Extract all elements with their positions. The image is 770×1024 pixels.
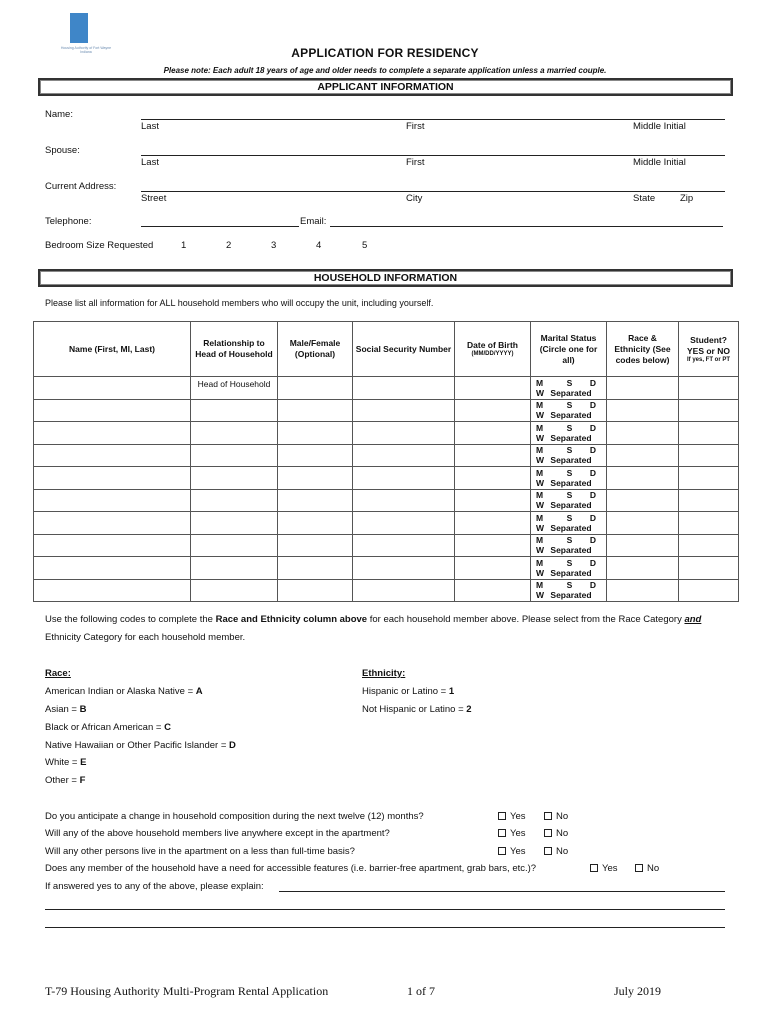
marital-row-2 <box>536 500 606 510</box>
marital-option-m[interactable]: M <box>536 512 544 523</box>
ethnicity-label: Hispanic or Latino = <box>362 686 449 697</box>
ssn-cell[interactable] <box>353 467 455 490</box>
marital-option-d[interactable]: D <box>589 557 596 568</box>
student-cell[interactable] <box>679 579 739 602</box>
address-field[interactable] <box>141 191 725 192</box>
member-name-cell[interactable] <box>34 557 191 580</box>
marital-option-s[interactable]: S <box>566 400 573 411</box>
marital-option-d[interactable]: D <box>589 400 596 411</box>
first-caption: First <box>406 121 425 132</box>
dob-cell[interactable] <box>455 377 531 400</box>
race-letter: E <box>80 757 87 768</box>
yes-label: Yes <box>602 863 618 874</box>
member-name-cell[interactable] <box>34 489 191 512</box>
marital-status-cell[interactable] <box>531 399 607 422</box>
marital-option-m[interactable]: M <box>536 557 544 568</box>
marital-option-separated[interactable]: Separated <box>550 500 592 511</box>
marital-option-separated[interactable]: Separated <box>550 590 592 601</box>
bedroom-option[interactable]: 3 <box>271 240 277 251</box>
checkbox-icon <box>544 812 552 820</box>
footer-form-name: T-79 Housing Authority Multi-Program Rental Application <box>45 984 329 998</box>
student-cell[interactable] <box>679 444 739 467</box>
marital-option-s[interactable]: S <box>566 445 573 456</box>
marital-option-w[interactable]: W <box>536 432 545 443</box>
marital-option-s[interactable]: S <box>566 557 573 568</box>
name-field[interactable] <box>141 119 725 120</box>
ethnicity-label: Not Hispanic or Latino = <box>362 704 467 715</box>
table-row <box>34 534 739 557</box>
marital-option-s[interactable]: S <box>566 580 573 591</box>
spouse-middle-caption: Middle Initial <box>633 157 686 168</box>
ethnicity-code <box>362 686 454 697</box>
no-label: No <box>556 828 569 839</box>
marital-option-m[interactable]: M <box>536 400 544 411</box>
marital-option-m[interactable]: M <box>536 490 544 501</box>
bedroom-option[interactable]: 5 <box>362 240 368 251</box>
marital-row-1 <box>536 423 606 433</box>
student-note: If yes, FT or PT <box>686 356 730 363</box>
household-section-heading: HOUSEHOLD INFORMATION <box>38 269 733 287</box>
table-row <box>34 579 739 602</box>
col-race-header: Race & Ethnicity (See codes below) <box>607 322 679 377</box>
marital-status-cell[interactable] <box>531 422 607 445</box>
ethnicity-heading: Ethnicity: <box>362 668 406 679</box>
student-cell[interactable] <box>679 557 739 580</box>
race-ethnicity-cell[interactable] <box>607 467 679 490</box>
col-dob-header <box>455 322 531 377</box>
race-code <box>45 686 203 697</box>
no-checkbox[interactable] <box>544 811 568 822</box>
marital-option-s[interactable]: S <box>566 377 573 388</box>
yes-checkbox[interactable] <box>498 846 526 857</box>
marital-option-m[interactable]: M <box>536 580 544 591</box>
race-letter: A <box>195 686 203 697</box>
member-name-cell[interactable] <box>34 444 191 467</box>
logo <box>70 13 88 43</box>
col-marital-header: Marital Status (Circle one for all) <box>531 322 607 377</box>
marital-option-d[interactable]: D <box>589 580 596 591</box>
student-cell[interactable] <box>679 467 739 490</box>
ssn-cell[interactable] <box>353 579 455 602</box>
relationship-cell[interactable] <box>191 512 278 535</box>
bedroom-option[interactable]: 2 <box>226 240 232 251</box>
marital-option-separated[interactable]: Separated <box>550 567 592 578</box>
footer-date: July 2019 <box>614 984 662 998</box>
dob-cell[interactable] <box>455 444 531 467</box>
spouse-label: Spouse: <box>45 145 80 156</box>
spouse-field[interactable] <box>141 155 725 156</box>
marital-row-1 <box>536 490 606 500</box>
bedroom-size-label: Bedroom Size Requested <box>45 240 154 251</box>
checkbox-icon <box>498 847 506 855</box>
col-ssn-header: Social Security Number <box>353 322 455 377</box>
no-checkbox[interactable] <box>635 863 659 874</box>
bedroom-option[interactable]: 4 <box>316 240 322 251</box>
sex-cell[interactable] <box>278 399 353 422</box>
race-ethnicity-cell[interactable] <box>607 399 679 422</box>
bedroom-option[interactable]: 1 <box>181 240 187 251</box>
race-label: Black or African American = <box>45 722 165 733</box>
question-live-elsewhere: Will any of the above household members live anywhere except in the apartment? <box>45 828 390 839</box>
explain-field-line[interactable] <box>45 927 725 928</box>
race-letter: D <box>229 740 236 751</box>
relationship-cell[interactable] <box>191 422 278 445</box>
sex-cell[interactable] <box>278 512 353 535</box>
student-cell[interactable] <box>679 489 739 512</box>
marital-option-w[interactable]: W <box>536 590 545 601</box>
marital-row-1 <box>536 513 606 523</box>
relationship-cell[interactable] <box>191 467 278 490</box>
race-ethnicity-cell[interactable] <box>607 444 679 467</box>
dob-cell[interactable] <box>455 489 531 512</box>
marital-option-m[interactable]: M <box>536 467 544 478</box>
marital-option-separated[interactable]: Separated <box>550 455 592 466</box>
marital-option-d[interactable]: D <box>589 467 596 478</box>
checkbox-icon <box>590 864 598 872</box>
email-label: Email: <box>300 216 327 227</box>
yes-label: Yes <box>510 846 526 857</box>
checkbox-icon <box>635 864 643 872</box>
race-ethnicity-cell[interactable] <box>607 489 679 512</box>
marital-row-2 <box>536 523 606 533</box>
marital-option-w[interactable]: W <box>536 387 545 398</box>
spouse-last-caption: Last <box>141 157 159 168</box>
member-name-cell[interactable] <box>34 512 191 535</box>
yes-label: Yes <box>510 811 526 822</box>
no-label: No <box>556 811 569 822</box>
ssn-cell[interactable] <box>353 422 455 445</box>
checkbox-icon <box>498 829 506 837</box>
student-cell[interactable] <box>679 377 739 400</box>
marital-option-w[interactable]: W <box>536 455 545 466</box>
sex-cell[interactable] <box>278 579 353 602</box>
no-checkbox[interactable] <box>544 828 568 839</box>
marital-row-1 <box>536 535 606 545</box>
relationship-cell[interactable]: Head of Household <box>191 377 278 400</box>
middle-initial-caption: Middle Initial <box>633 121 686 132</box>
marital-status-cell[interactable] <box>531 557 607 580</box>
race-label: Native Hawaiian or Other Pacific Islander = <box>45 740 230 751</box>
relationship-cell[interactable] <box>191 444 278 467</box>
zip-caption: Zip <box>680 193 694 204</box>
dob-cell[interactable] <box>455 579 531 602</box>
marital-status-cell[interactable] <box>531 512 607 535</box>
race-code <box>45 740 236 751</box>
dob-cell[interactable] <box>455 534 531 557</box>
race-letter: F <box>79 775 86 786</box>
dob-cell[interactable] <box>455 512 531 535</box>
marital-option-d[interactable]: D <box>589 422 596 433</box>
col-name-header: Name (First, MI, Last) <box>34 322 191 377</box>
member-name-cell[interactable] <box>34 422 191 445</box>
dob-cell[interactable] <box>455 467 531 490</box>
race-code <box>45 757 86 768</box>
col-student-header <box>679 322 739 377</box>
footer-page-number: 1 of 7 <box>407 984 435 998</box>
marital-option-m[interactable]: M <box>536 377 544 388</box>
marital-status-cell[interactable] <box>531 444 607 467</box>
marital-row-2 <box>536 388 606 398</box>
race-ethnicity-cell[interactable] <box>607 377 679 400</box>
no-label: No <box>556 846 569 857</box>
member-name-cell[interactable] <box>34 377 191 400</box>
race-letter: B <box>79 704 87 715</box>
marital-status-cell[interactable] <box>531 377 607 400</box>
relationship-cell[interactable] <box>191 557 278 580</box>
member-name-cell[interactable] <box>34 579 191 602</box>
sex-cell[interactable] <box>278 377 353 400</box>
ssn-cell[interactable] <box>353 489 455 512</box>
checkbox-icon <box>498 812 506 820</box>
student-cell[interactable] <box>679 399 739 422</box>
member-name-cell[interactable] <box>34 534 191 557</box>
table-row <box>34 489 739 512</box>
explain-label: If answered yes to any of the above, please explain: <box>45 881 264 892</box>
marital-row-1 <box>536 400 606 410</box>
marital-option-separated[interactable]: Separated <box>550 545 592 556</box>
page-title: APPLICATION FOR RESIDENCY <box>291 46 479 60</box>
marital-row-1 <box>536 468 606 478</box>
yes-checkbox[interactable] <box>498 811 526 822</box>
codes-intro-text: Use the following codes to complete the <box>45 614 216 625</box>
explain-field[interactable] <box>279 891 725 892</box>
question-accessible-features: Does any member of the household have a need for accessible features (i.e. barrier-free apartment, grab bars, etc.)? <box>45 863 537 874</box>
page-note: Please note: Each adult 18 years of age and older needs to complete a separate application unless a married couple. <box>163 66 607 75</box>
marital-option-m[interactable]: M <box>536 422 544 433</box>
race-ethnicity-cell[interactable] <box>607 512 679 535</box>
ethnicity-number: 1 <box>448 686 455 697</box>
sex-cell[interactable] <box>278 534 353 557</box>
student-cell[interactable] <box>679 534 739 557</box>
household-table-body <box>34 377 739 602</box>
marital-row-2 <box>536 590 606 600</box>
marital-status-cell[interactable] <box>531 579 607 602</box>
codes-intro-text: for each household member above. Please select from the Race Category <box>367 614 685 625</box>
spouse-first-caption: First <box>406 157 425 168</box>
ethnicity-code <box>362 704 472 715</box>
race-code <box>45 704 86 715</box>
ssn-cell[interactable] <box>353 534 455 557</box>
yes-checkbox[interactable] <box>590 863 618 874</box>
race-letter: C <box>164 722 171 733</box>
marital-row-2 <box>536 478 606 488</box>
state-caption: State <box>633 193 656 204</box>
no-checkbox[interactable] <box>544 846 568 857</box>
telephone-field[interactable] <box>141 226 299 227</box>
name-label: Name: <box>45 109 73 120</box>
col-relationship-header: Relationship to Head of Household <box>191 322 278 377</box>
marital-option-d[interactable]: D <box>589 490 596 501</box>
table-row <box>34 512 739 535</box>
marital-option-separated[interactable]: Separated <box>550 432 592 443</box>
marital-option-d[interactable]: D <box>589 377 596 388</box>
sex-cell[interactable] <box>278 444 353 467</box>
race-ethnicity-cell[interactable] <box>607 557 679 580</box>
codes-intro <box>45 611 735 647</box>
marital-row-1 <box>536 445 606 455</box>
question-household-change: Do you anticipate a change in household composition during the next twelve (12) months? <box>45 811 424 822</box>
relationship-cell[interactable] <box>191 399 278 422</box>
dob-cell[interactable] <box>455 399 531 422</box>
race-label: American Indian or Alaska Native = <box>45 686 196 697</box>
marital-option-separated[interactable]: Separated <box>550 522 592 533</box>
sex-cell[interactable] <box>278 467 353 490</box>
marital-status-cell[interactable] <box>531 489 607 512</box>
ssn-cell[interactable] <box>353 444 455 467</box>
race-code <box>45 722 171 733</box>
applicant-section-heading: APPLICANT INFORMATION <box>38 78 733 96</box>
marital-row-1 <box>536 580 606 590</box>
ssn-cell[interactable] <box>353 512 455 535</box>
member-name-cell[interactable] <box>34 399 191 422</box>
marital-option-s[interactable]: S <box>566 422 573 433</box>
race-ethnicity-cell[interactable] <box>607 579 679 602</box>
marital-option-w[interactable]: W <box>536 545 545 556</box>
table-row <box>34 377 739 400</box>
marital-option-d[interactable]: D <box>589 445 596 456</box>
dob-cell[interactable] <box>455 422 531 445</box>
relationship-cell[interactable] <box>191 579 278 602</box>
table-row <box>34 467 739 490</box>
marital-option-w[interactable]: W <box>536 477 545 488</box>
yes-label: Yes <box>510 828 526 839</box>
marital-row-2 <box>536 545 606 555</box>
student-header-label: Student? YES or NO <box>687 334 730 356</box>
marital-row-2 <box>536 455 606 465</box>
dob-format: (MM/DD/YYYY) <box>471 351 514 357</box>
sex-cell[interactable] <box>278 422 353 445</box>
marital-option-w[interactable]: W <box>536 500 545 511</box>
ssn-cell[interactable] <box>353 377 455 400</box>
marital-option-s[interactable]: S <box>566 490 573 501</box>
table-row <box>34 399 739 422</box>
marital-option-s[interactable]: S <box>566 467 573 478</box>
student-cell[interactable] <box>679 422 739 445</box>
address-label: Current Address: <box>45 181 117 192</box>
sex-cell[interactable] <box>278 489 353 512</box>
marital-row-1 <box>536 558 606 568</box>
marital-option-s[interactable]: S <box>566 512 573 523</box>
telephone-label: Telephone: <box>45 216 92 227</box>
logo-caption: Housing Authority of Fort Wayne Indiana <box>60 46 112 54</box>
race-ethnicity-cell[interactable] <box>607 534 679 557</box>
relationship-cell[interactable] <box>191 534 278 557</box>
ssn-cell[interactable] <box>353 399 455 422</box>
marital-option-d[interactable]: D <box>589 535 596 546</box>
relationship-cell[interactable] <box>191 489 278 512</box>
no-label: No <box>647 863 660 874</box>
street-caption: Street <box>141 193 167 204</box>
email-field[interactable] <box>330 226 723 227</box>
marital-row-2 <box>536 433 606 443</box>
race-heading: Race: <box>45 668 71 679</box>
marital-option-m[interactable]: M <box>536 535 544 546</box>
explain-field-line[interactable] <box>45 909 725 910</box>
question-part-time-persons: Will any other persons live in the apartment on a less than full-time basis? <box>45 846 355 857</box>
marital-option-w[interactable]: W <box>536 522 545 533</box>
dob-header-label: Date of Birth <box>467 340 518 350</box>
table-row <box>34 422 739 445</box>
dob-cell[interactable] <box>455 557 531 580</box>
codes-intro-end: Ethnicity Category for each household member. <box>45 632 246 643</box>
yes-checkbox[interactable] <box>498 828 526 839</box>
student-cell[interactable] <box>679 512 739 535</box>
sex-cell[interactable] <box>278 557 353 580</box>
marital-option-m[interactable]: M <box>536 445 544 456</box>
race-label: White = <box>45 757 81 768</box>
marital-option-separated[interactable]: Separated <box>550 387 592 398</box>
household-instructions: Please list all information for ALL household members who will occupy the unit, including yourself. <box>45 298 434 308</box>
race-ethnicity-cell[interactable] <box>607 422 679 445</box>
marital-option-w[interactable]: W <box>536 567 545 578</box>
ethnicity-number: 2 <box>466 704 472 715</box>
household-table-header <box>34 322 739 377</box>
codes-intro-and: and <box>684 614 702 625</box>
member-name-cell[interactable] <box>34 467 191 490</box>
marital-row-2 <box>536 410 606 420</box>
race-label: Other = <box>45 775 80 786</box>
checkbox-icon <box>544 829 552 837</box>
last-caption: Last <box>141 121 159 132</box>
ssn-cell[interactable] <box>353 557 455 580</box>
city-caption: City <box>406 193 423 204</box>
race-code <box>45 775 85 786</box>
marital-status-cell[interactable] <box>531 534 607 557</box>
table-row <box>34 557 739 580</box>
marital-option-separated[interactable]: Separated <box>550 477 592 488</box>
marital-option-d[interactable]: D <box>589 512 596 523</box>
marital-row-1 <box>536 378 606 388</box>
marital-option-separated[interactable]: Separated <box>550 410 592 421</box>
col-sex-header: Male/Female (Optional) <box>278 322 353 377</box>
marital-row-2 <box>536 568 606 578</box>
marital-status-cell[interactable] <box>531 467 607 490</box>
checkbox-icon <box>544 847 552 855</box>
marital-option-s[interactable]: S <box>566 535 573 546</box>
race-label: Asian = <box>45 704 80 715</box>
table-row <box>34 444 739 467</box>
codes-intro-bold: Race and Ethnicity column above <box>215 614 368 625</box>
household-table <box>33 321 739 602</box>
marital-option-w[interactable]: W <box>536 410 545 421</box>
